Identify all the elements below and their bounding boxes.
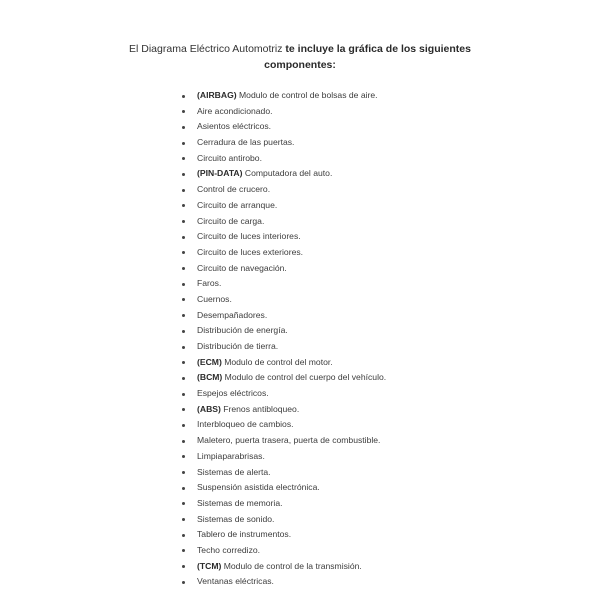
list-item — [180, 182, 386, 198]
component-label: Modulo de control de la transmisión. — [221, 560, 362, 571]
bullet-icon — [182, 157, 185, 160]
component-label: Limpiaparabrisas. — [197, 450, 265, 461]
component-code: (AIRBAG) — [197, 90, 237, 100]
bullet-icon — [182, 424, 185, 427]
component-label: Modulo de control del cuerpo del vehículo. — [222, 372, 387, 383]
components-list — [180, 88, 386, 590]
bullet-icon — [182, 173, 185, 176]
bullet-icon — [182, 126, 185, 129]
list-item — [180, 433, 386, 449]
intro-bold-text: te incluye la gráfica de los siguientes componentes: — [264, 43, 471, 71]
component-label: Ventanas eléctricas. — [197, 576, 274, 587]
component-label: Distribución de energía. — [197, 325, 288, 336]
bullet-icon — [182, 455, 185, 458]
bullet-icon — [182, 220, 185, 223]
list-item — [180, 512, 386, 528]
component-label: Sistemas de alerta. — [197, 466, 271, 477]
list-item — [180, 386, 386, 402]
component-label: Espejos eléctricos. — [197, 388, 269, 399]
component-label: Control de crucero. — [197, 184, 271, 195]
bullet-icon — [182, 471, 185, 474]
bullet-icon — [182, 298, 185, 301]
component-label: Faros. — [197, 278, 222, 289]
component-label: Desempañadores. — [197, 309, 268, 320]
component-label: Computadora del auto. — [242, 168, 333, 179]
component-code: (TCM) — [197, 560, 222, 571]
component-label: Distribución de tierra. — [197, 341, 279, 351]
bullet-icon — [182, 110, 185, 113]
component-label: Circuito de navegación. — [197, 262, 287, 273]
bullet-icon — [182, 408, 185, 411]
list-item — [180, 151, 386, 167]
component-code: (PIN-DATA) — [197, 168, 243, 179]
component-label: Sistemas de sonido. — [197, 513, 275, 524]
list-item — [180, 245, 386, 261]
bullet-icon — [182, 283, 185, 286]
list-item — [180, 261, 386, 277]
component-label: Cerradura de las puertas. — [197, 137, 295, 148]
list-item — [180, 119, 386, 135]
bullet-icon — [182, 95, 185, 98]
component-label: Circuito de arranque. — [197, 199, 278, 210]
bullet-icon — [182, 330, 185, 333]
bullet-icon — [182, 518, 185, 521]
component-label: Tablero de instrumentos. — [197, 529, 292, 540]
list-item — [180, 229, 386, 245]
list-item — [180, 166, 386, 182]
component-label: Circuito de luces interiores. — [197, 231, 301, 242]
component-label: Sistemas de memoria. — [197, 497, 283, 508]
bullet-icon — [182, 189, 185, 192]
component-label: Maletero, puerta trasera, puerta de combustible. — [197, 435, 381, 446]
bullet-icon — [182, 314, 185, 317]
bullet-icon — [182, 251, 185, 254]
component-label: Cuernos. — [197, 293, 232, 304]
bullet-icon — [182, 565, 185, 568]
bullet-icon — [182, 440, 185, 443]
list-item — [180, 135, 386, 151]
bullet-icon — [182, 346, 185, 349]
list-item — [180, 559, 386, 575]
component-label: Interbloqueo de cambios. — [197, 419, 294, 430]
bullet-icon — [182, 502, 185, 505]
list-item — [180, 292, 386, 308]
list-item — [180, 88, 386, 104]
component-code: (BCM) — [197, 372, 223, 383]
component-code: (ABS) — [197, 403, 221, 414]
list-item — [180, 402, 386, 418]
component-label: Frenos antibloqueo. — [220, 403, 300, 414]
bullet-icon — [182, 361, 185, 364]
bullet-icon — [182, 142, 185, 145]
list-item — [180, 465, 386, 481]
list-item — [180, 308, 386, 324]
list-item — [180, 323, 386, 339]
list-item — [180, 276, 386, 292]
component-label: Circuito antirobo. — [197, 152, 262, 163]
list-item — [180, 355, 386, 371]
bullet-icon — [182, 534, 185, 537]
intro-paragraph — [100, 41, 500, 73]
list-item — [180, 496, 386, 512]
bullet-icon — [182, 236, 185, 239]
list-item — [180, 574, 386, 590]
component-label: Suspensión asistida electrónica. — [197, 482, 320, 493]
list-item — [180, 214, 386, 230]
bullet-icon — [182, 581, 185, 584]
list-item — [180, 339, 386, 355]
list-item — [180, 543, 386, 559]
list-item — [180, 198, 386, 214]
component-label: Circuito de carga. — [197, 215, 265, 226]
component-label: Techo corredizo. — [197, 544, 261, 555]
bullet-icon — [182, 487, 185, 490]
component-label: Modulo de control de bolsas de aire. — [236, 90, 378, 100]
list-item — [180, 417, 386, 433]
component-label: Modulo de control del motor. — [221, 356, 333, 367]
bullet-icon — [182, 377, 185, 380]
bullet-icon — [182, 549, 185, 552]
component-label: Aire acondicionado. — [197, 105, 273, 116]
list-item — [180, 104, 386, 120]
list-item — [180, 449, 386, 465]
component-label: Circuito de luces exteriores. — [197, 246, 304, 257]
list-item — [180, 527, 386, 543]
intro-text: El Diagrama Eléctrico Automotriz — [129, 43, 286, 55]
bullet-icon — [182, 204, 185, 207]
component-code: (ECM) — [197, 356, 222, 367]
list-item — [180, 480, 386, 496]
list-item — [180, 370, 386, 386]
bullet-icon — [182, 393, 185, 396]
bullet-icon — [182, 267, 185, 270]
component-label: Asientos eléctricos. — [197, 121, 272, 132]
